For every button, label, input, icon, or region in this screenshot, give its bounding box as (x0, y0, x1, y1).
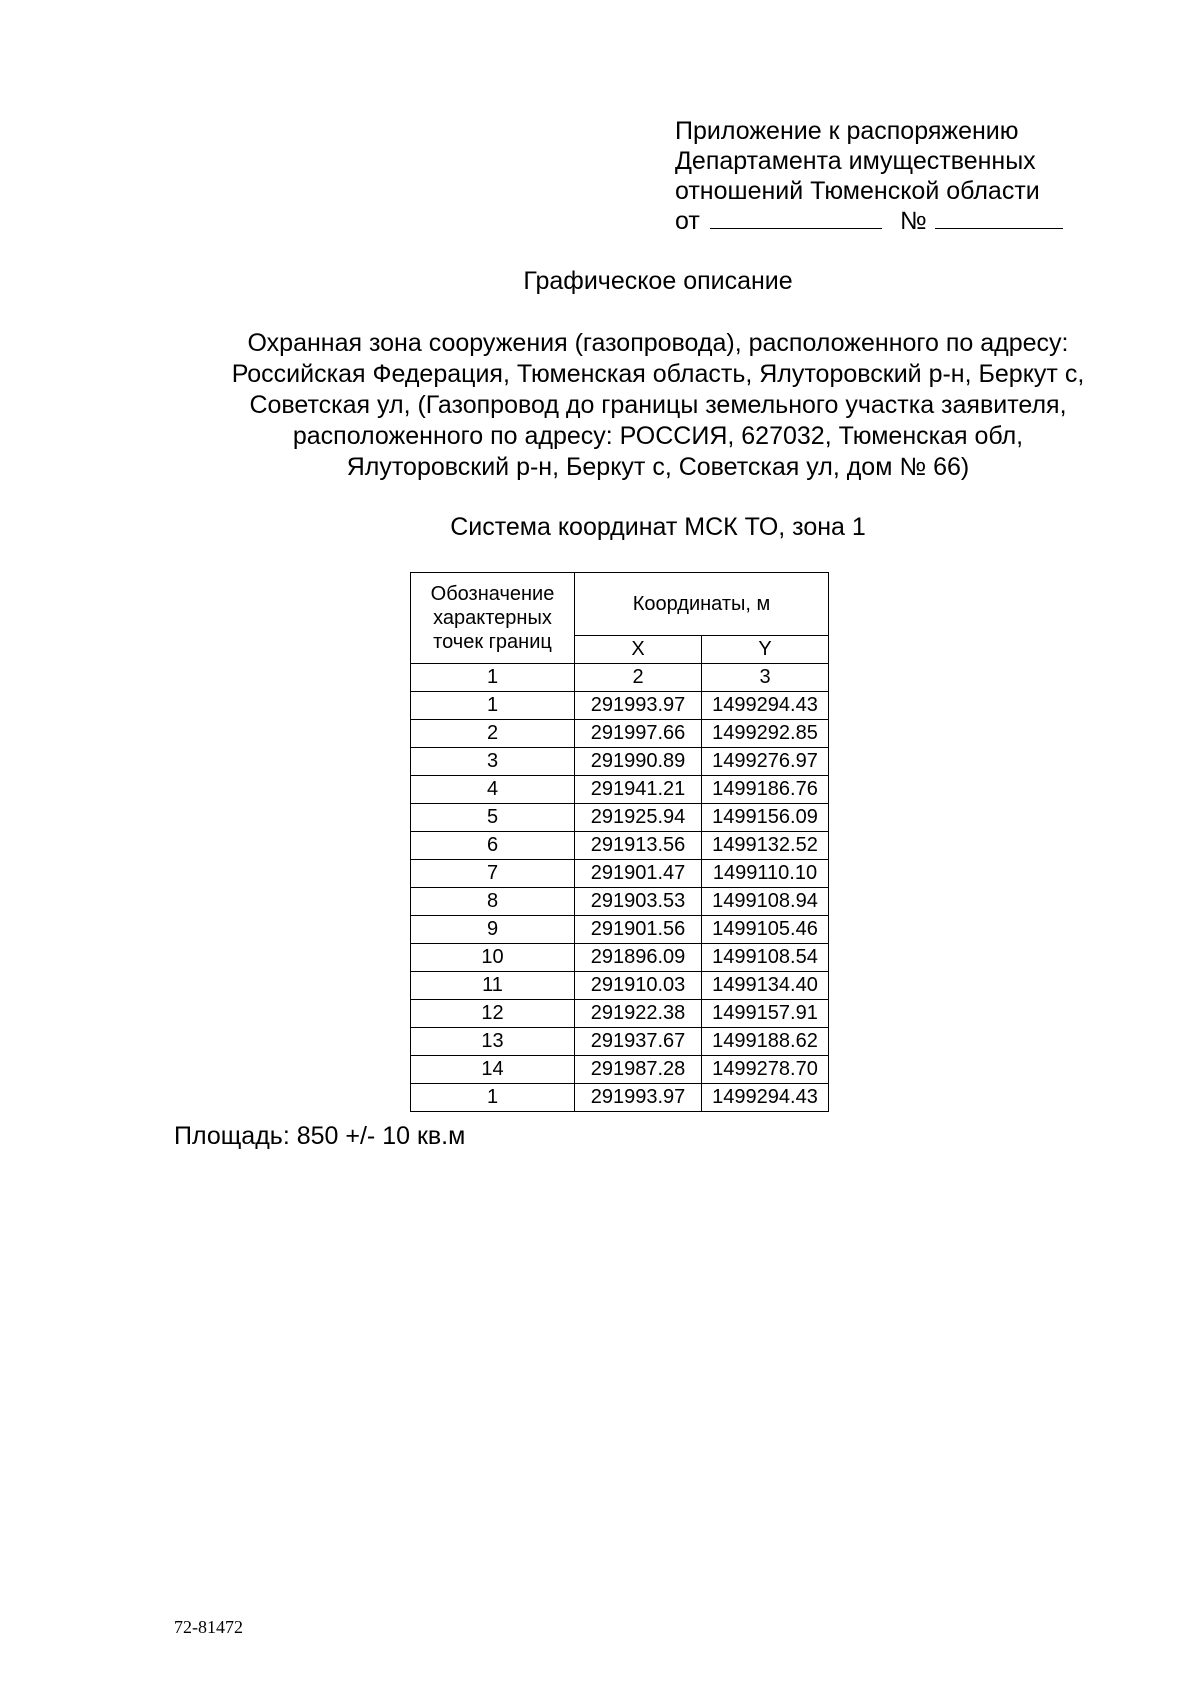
y-cell: 1499132.52 (702, 832, 829, 860)
y-cell: 1499110.10 (702, 860, 829, 888)
point-cell: 9 (411, 916, 575, 944)
table-row (411, 692, 829, 720)
x-cell: 291993.97 (575, 692, 702, 720)
x-cell: 291922.38 (575, 1000, 702, 1028)
date-blank-field (710, 208, 882, 229)
point-cell: 1 (411, 1084, 575, 1112)
header-designation-line: точек границ (433, 631, 552, 653)
table-row (411, 860, 829, 888)
point-cell: 12 (411, 1000, 575, 1028)
table-row (411, 916, 829, 944)
appendix-line: отношений Тюменской области (675, 177, 1040, 205)
table-header-row (411, 573, 829, 636)
point-cell: 6 (411, 832, 575, 860)
point-cell: 1 (411, 692, 575, 720)
point-cell: 8 (411, 888, 575, 916)
appendix-date-number-line (675, 206, 1115, 236)
x-cell: 291997.66 (575, 720, 702, 748)
x-cell: 291901.56 (575, 916, 702, 944)
point-cell: 3 (411, 748, 575, 776)
y-cell: 1499294.43 (702, 1084, 829, 1112)
point-cell: 14 (411, 1056, 575, 1084)
table-row (411, 720, 829, 748)
x-cell: 291941.21 (575, 776, 702, 804)
zone-description-line: Ялуторовский р-н, Беркут с, Советская ул, дом № 66) (346, 453, 970, 481)
y-cell: 1499186.76 (702, 776, 829, 804)
x-cell: 291901.47 (575, 860, 702, 888)
coordinates-table (410, 572, 829, 1112)
column-number: 1 (411, 664, 575, 692)
x-cell: 291987.28 (575, 1056, 702, 1084)
appendix-header (675, 116, 1115, 236)
header-y: Y (702, 636, 829, 664)
x-cell: 291993.97 (575, 1084, 702, 1112)
y-cell: 1499292.85 (702, 720, 829, 748)
x-cell: 291925.94 (575, 804, 702, 832)
header-coordinates: Координаты, м (575, 573, 829, 636)
appendix-line: Департамента имущественных (675, 147, 1036, 175)
zone-description-line: Российская Федерация, Тюменская область, Ялуторовский р-н, Беркут с, (231, 360, 1085, 388)
point-cell: 5 (411, 804, 575, 832)
table-row (411, 804, 829, 832)
coordinate-system-label: Система координат МСК ТО, зона 1 (450, 513, 866, 541)
y-cell: 1499294.43 (702, 692, 829, 720)
document-number: 72-81472 (174, 1617, 243, 1637)
y-cell: 1499134.40 (702, 972, 829, 1000)
y-cell: 1499157.91 (702, 1000, 829, 1028)
x-cell: 291910.03 (575, 972, 702, 1000)
table-row (411, 1028, 829, 1056)
table-row (411, 944, 829, 972)
table-row (411, 832, 829, 860)
point-cell: 2 (411, 720, 575, 748)
point-cell: 7 (411, 860, 575, 888)
header-point-designation (411, 573, 575, 664)
number-prefix: № (899, 207, 927, 235)
y-cell: 1499276.97 (702, 748, 829, 776)
point-cell: 4 (411, 776, 575, 804)
header-designation-line: характерных (433, 607, 552, 629)
y-cell: 1499156.09 (702, 804, 829, 832)
header-x: X (575, 636, 702, 664)
point-cell: 10 (411, 944, 575, 972)
zone-description-line: расположенного по адресу: РОССИЯ, 627032, Тюменская обл, (292, 422, 1024, 450)
number-blank-field (935, 208, 1063, 229)
area-label: Площадь: 850 +/- 10 кв.м (174, 1122, 466, 1150)
table-body (411, 692, 829, 1112)
x-cell: 291896.09 (575, 944, 702, 972)
column-number: 2 (575, 664, 702, 692)
appendix-line: Приложение к распоряжению (675, 117, 1019, 145)
table-row (411, 1056, 829, 1084)
y-cell: 1499188.62 (702, 1028, 829, 1056)
table-row (411, 776, 829, 804)
x-cell: 291913.56 (575, 832, 702, 860)
point-cell: 13 (411, 1028, 575, 1056)
table-row (411, 1084, 829, 1112)
y-cell: 1499108.94 (702, 888, 829, 916)
y-cell: 1499105.46 (702, 916, 829, 944)
column-number: 3 (702, 664, 829, 692)
x-cell: 291937.67 (575, 1028, 702, 1056)
date-prefix: от (675, 207, 700, 235)
table-column-numbers-row (411, 664, 829, 692)
table-row (411, 748, 829, 776)
table-row (411, 888, 829, 916)
table-row (411, 1000, 829, 1028)
zone-description-line: Советская ул, (Газопровод до границы земельного участка заявителя, (249, 391, 1067, 419)
zone-description-line: Охранная зона сооружения (газопровода), расположенного по адресу: (247, 329, 1069, 357)
y-cell: 1499278.70 (702, 1056, 829, 1084)
y-cell: 1499108.54 (702, 944, 829, 972)
zone-description (200, 328, 1116, 483)
table-row (411, 972, 829, 1000)
x-cell: 291990.89 (575, 748, 702, 776)
document-title: Графическое описание (523, 267, 793, 295)
x-cell: 291903.53 (575, 888, 702, 916)
header-designation-line: Обозначение (430, 583, 555, 605)
point-cell: 11 (411, 972, 575, 1000)
